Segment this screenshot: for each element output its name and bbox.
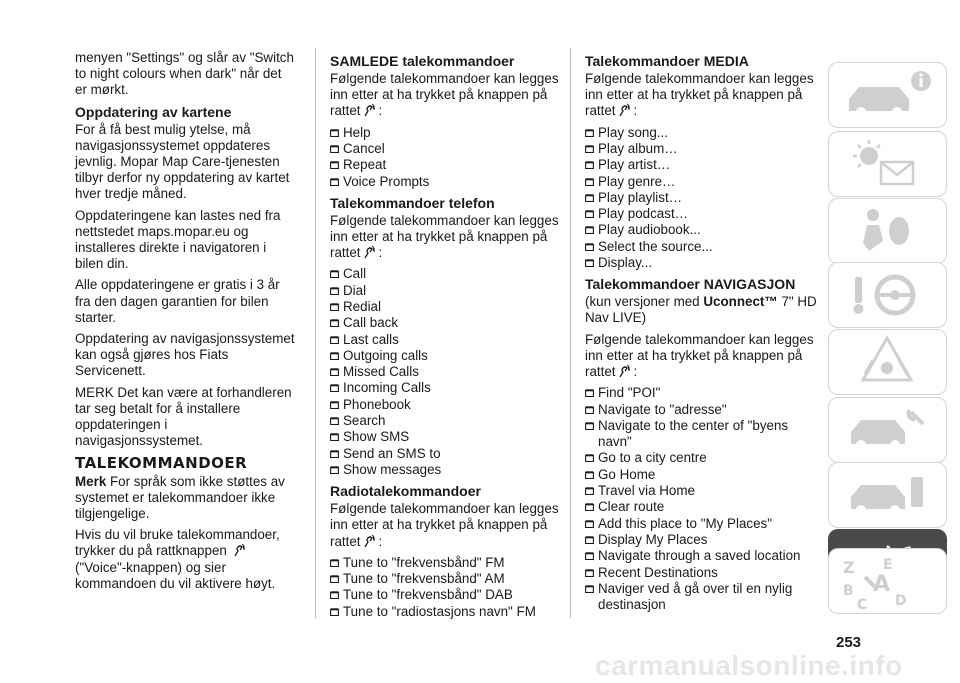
voice-button-icon: [363, 103, 377, 117]
column-divider: [315, 48, 316, 618]
command-item: [585, 450, 825, 466]
command-item: [585, 141, 825, 157]
sun-envelope-icon: [829, 132, 946, 196]
voice-button-icon: [363, 534, 377, 548]
bullet-box-icon: [585, 129, 594, 137]
bullet-box-icon: [585, 406, 594, 414]
navigation-commands-list: [585, 385, 825, 613]
command-text: Voice Prompts: [343, 173, 430, 189]
note-label: Merk: [75, 473, 107, 489]
command-item: [585, 190, 825, 206]
command-text: Play song...: [598, 124, 668, 140]
map-update-paragraph: MERK Det kan være at forhandleren tar seg betalt for å installere oppdateringen i navigasjonssystemet.: [75, 384, 292, 449]
command-item: [585, 516, 825, 532]
bullet-box-icon: [330, 417, 339, 425]
command-text: Recent Destinations: [598, 564, 718, 580]
bullet-box-icon: [330, 575, 339, 583]
command-text: Display My Places: [598, 531, 708, 547]
side-tab-car-info[interactable]: [828, 62, 947, 128]
car-specs-icon: [829, 463, 946, 527]
command-item: [330, 380, 560, 396]
side-tab-technical-data[interactable]: [828, 462, 947, 528]
bullet-box-icon: [585, 471, 594, 479]
bullet-box-icon: [330, 145, 339, 153]
bullet-box-icon: [330, 559, 339, 567]
svg-text:E: E: [883, 557, 893, 573]
command-item: [585, 565, 825, 581]
command-text: Tune to "radiostasjons navn" FM: [343, 603, 536, 619]
command-text: Play genre…: [598, 173, 676, 189]
svg-text:A: A: [873, 572, 891, 597]
bullet-box-icon: [330, 450, 339, 458]
command-text: Navigate to the center of "byens navn": [598, 417, 789, 450]
column-divider: [570, 48, 571, 618]
command-text: Outgoing calls: [343, 347, 428, 363]
command-item: [330, 604, 560, 620]
voice-button-icon: [618, 364, 632, 378]
intro-text: Følgende talekommandoer kan legges inn etter at ha trykket på knappen på rattet: [585, 71, 814, 119]
bullet-box-icon: [585, 552, 594, 560]
command-item: [585, 174, 825, 190]
phone-commands-intro: Følgende talekommandoer kan legges inn etter at ha trykket på knappen på rattet :: [330, 212, 559, 261]
command-item: [585, 548, 825, 564]
bullet-box-icon: [585, 259, 594, 267]
svg-text:B: B: [843, 583, 854, 599]
command-item: [585, 483, 825, 499]
command-text: Go to a city centre: [598, 450, 707, 466]
command-item: [330, 446, 560, 462]
bullet-box-icon: [330, 384, 339, 392]
watermark: carmanualsonline.info: [595, 650, 903, 681]
command-item: [330, 299, 560, 315]
side-tab-safety[interactable]: [828, 198, 947, 264]
bullet-box-icon: [585, 243, 594, 251]
media-commands-intro: Følgende talekommandoer kan legges inn etter at ha trykket på knappen på rattet :: [585, 71, 814, 119]
side-tab-lights-messages[interactable]: [828, 131, 947, 197]
navigation-version-note: [585, 294, 825, 326]
command-text: Add this place to "My Places": [598, 515, 772, 531]
map-update-paragraph: Alle oppdateringene er gratis i 3 år fra den dagen garantien for bilen starter.: [75, 277, 280, 325]
command-item: [330, 125, 560, 141]
command-text: Cancel: [343, 140, 385, 156]
command-item: [330, 429, 560, 445]
command-item: [585, 581, 825, 614]
usage-paragraph: [75, 527, 295, 592]
voice-button-icon: [233, 543, 247, 557]
general-commands-heading: SAMLEDE talekommandoer: [330, 53, 515, 69]
command-text: Play audiobook...: [598, 222, 701, 238]
command-text: Show SMS: [343, 429, 410, 445]
command-text: Navigate through a saved location: [598, 548, 801, 564]
command-text: Last calls: [343, 331, 399, 347]
command-text: Play podcast…: [598, 206, 689, 222]
bullet-box-icon: [330, 591, 339, 599]
version-text: 7" HD Nav LIVE): [585, 294, 817, 326]
command-text: Tune to "frekvensbånd" DAB: [343, 587, 513, 603]
bullet-box-icon: [585, 210, 594, 218]
command-text: Naviger ved å gå over til en nylig destinasjon: [598, 580, 793, 613]
bullet-box-icon: [330, 401, 339, 409]
general-commands-list: [330, 125, 560, 190]
bullet-box-icon: [585, 569, 594, 577]
right-column: [585, 50, 825, 617]
command-text: Travel via Home: [598, 483, 695, 499]
command-item: [330, 364, 560, 380]
bullet-box-icon: [585, 145, 594, 153]
warning-triangle-icon: [829, 330, 946, 394]
bullet-box-icon: [585, 161, 594, 169]
navigation-commands-heading: Talekommandoer NAVIGASJON: [585, 276, 796, 293]
command-item: [585, 532, 825, 548]
version-text: (kun versjoner med: [585, 294, 704, 310]
bullet-box-icon: [585, 178, 594, 186]
command-item: [330, 266, 560, 282]
radio-commands-heading: Radiotalekommandoer: [330, 483, 481, 500]
usage-text: ("Voice"-knappen) og sier kommandoen du vil aktivere høyt.: [75, 559, 276, 591]
bullet-box-icon: [585, 585, 594, 593]
note-text: For språk som ikke støttes av systemet er talekommandoer ikke tilgjengelige.: [75, 473, 285, 522]
navigation-commands-intro: Følgende talekommandoer kan legges inn etter at ha trykket på knappen på rattet :: [585, 331, 814, 380]
command-text: Navigate to "adresse": [598, 401, 727, 417]
command-item: [330, 587, 560, 603]
command-item: [585, 385, 825, 401]
command-item: [330, 141, 560, 157]
version-product: Uconnect™: [703, 294, 778, 310]
command-text: Dial: [343, 282, 367, 298]
command-text: Call back: [343, 315, 399, 331]
command-text: Play artist…: [598, 157, 671, 173]
map-update-paragraph: Oppdateringene kan lastes ned fra nettstedet maps.mopar.eu og installeres direkte i navigatoren i bilen din.: [75, 207, 281, 272]
svg-text:D: D: [895, 593, 907, 609]
command-item: [330, 332, 560, 348]
command-item: [585, 222, 825, 238]
command-item: [585, 467, 825, 483]
bullet-box-icon: [330, 161, 339, 169]
bullet-box-icon: [330, 433, 339, 441]
bullet-box-icon: [330, 368, 339, 376]
media-commands-heading: Talekommandoer MEDIA: [585, 53, 749, 69]
bullet-box-icon: [585, 487, 594, 495]
airbag-person-icon: [829, 199, 946, 263]
command-text: Redial: [343, 299, 381, 314]
map-update-paragraph: For å få best mulig ytelse, må navigasjonssystemet oppdateres jevnlig. Mopar Map Care-tjenesten tilbyr derfor ny oppdatering av kartet hver tredje måned.: [75, 121, 290, 202]
page-number: 253: [836, 634, 862, 651]
command-text: Play playlist…: [598, 189, 683, 205]
note-paragraph: [75, 474, 295, 523]
side-tab-index[interactable]: [828, 548, 947, 614]
bullet-box-icon: [585, 520, 594, 528]
middle-column: [330, 50, 560, 624]
command-item: [585, 402, 825, 418]
voice-button-icon: [363, 245, 377, 259]
command-item: [585, 157, 825, 173]
command-item: [330, 397, 560, 413]
command-item: [330, 555, 560, 571]
command-item: [585, 125, 825, 141]
command-item: [330, 157, 560, 173]
bullet-box-icon: [330, 287, 339, 295]
command-text: Missed Calls: [343, 364, 419, 380]
usage-text: Hvis du vil bruke talekommandoer, trykker du på rattknappen: [75, 527, 280, 559]
command-text: Display...: [598, 254, 653, 270]
bullet-box-icon: [585, 536, 594, 544]
command-text: Find "POI": [598, 385, 661, 401]
command-item: [330, 315, 560, 331]
command-item: [330, 413, 560, 429]
bullet-box-icon: [330, 336, 339, 344]
command-item: [330, 283, 560, 299]
general-commands-intro: Følgende talekommandoer kan legges inn etter at ha trykket på knappen på rattet :: [330, 71, 559, 119]
bullet-box-icon: [330, 466, 339, 474]
intro-text: Følgende talekommandoer kan legges inn etter at ha trykket på knappen på rattet: [585, 331, 814, 380]
bullet-box-icon: [330, 352, 339, 360]
bullet-box-icon: [330, 608, 339, 616]
command-text: Show messages: [343, 461, 442, 477]
command-text: Select the source...: [598, 238, 713, 254]
map-update-heading: Oppdatering av kartene: [75, 103, 232, 120]
car-info-icon: [829, 63, 946, 127]
command-item: [330, 462, 560, 478]
map-update-paragraph: Oppdatering av navigasjonssystemet kan også gjøres hos Fiats Servicenett.: [75, 331, 295, 379]
command-text: Clear route: [598, 499, 665, 515]
intro-text: Følgende talekommandoer kan legges inn etter at ha trykket på knappen på rattet: [330, 71, 559, 119]
command-text: Tune to "frekvensbånd" AM: [343, 571, 505, 587]
command-text: Search: [343, 413, 386, 429]
intro-text: Følgende talekommandoer kan legges inn etter at ha trykket på knappen på rattet: [330, 501, 559, 549]
bullet-box-icon: [585, 454, 594, 462]
voice-button-icon: [618, 103, 632, 117]
car-wrench-icon: [829, 398, 946, 462]
bullet-box-icon: [330, 178, 339, 186]
bullet-box-icon: [585, 422, 594, 430]
radio-commands-list: [330, 555, 560, 620]
key-steering-icon: [829, 263, 946, 327]
command-item: [585, 239, 825, 255]
command-text: Tune to "frekvensbånd" FM: [343, 554, 505, 570]
side-tab-maintenance[interactable]: [828, 397, 947, 463]
left-column: [75, 50, 295, 597]
command-text: Call: [343, 266, 367, 282]
command-item: [585, 418, 825, 451]
bullet-box-icon: [585, 194, 594, 202]
command-item: [585, 206, 825, 222]
command-text: Phonebook: [343, 396, 411, 412]
section-heading: TALEKOMMANDOER: [75, 454, 248, 473]
bullet-box-icon: [585, 389, 594, 397]
media-commands-list: [585, 125, 825, 272]
bullet-box-icon: [585, 503, 594, 511]
svg-text:C: C: [857, 597, 868, 613]
intro-text: Følgende talekommandoer kan legges inn etter at ha trykket på knappen på rattet: [330, 212, 559, 261]
command-item: [585, 499, 825, 515]
command-text: Go Home: [598, 466, 656, 482]
radio-commands-intro: Følgende talekommandoer kan legges inn etter at ha trykket på knappen på rattet :: [330, 501, 559, 549]
bullet-box-icon: [330, 319, 339, 327]
svg-text:Z: Z: [843, 558, 855, 577]
bullet-box-icon: [330, 270, 339, 278]
phone-commands-list: [330, 266, 560, 478]
alphabet-index-icon: [829, 549, 946, 613]
command-text: Send an SMS to: [343, 445, 441, 461]
command-text: Play album…: [598, 140, 678, 156]
side-tab-emergency[interactable]: [828, 329, 947, 395]
bullet-box-icon: [330, 129, 339, 137]
command-text: Incoming Calls: [343, 380, 431, 396]
bullet-box-icon: [585, 226, 594, 234]
command-text: Repeat: [343, 157, 387, 173]
phone-commands-heading: Talekommandoer telefon: [330, 194, 495, 211]
command-item: [330, 348, 560, 364]
command-item: [585, 255, 825, 271]
intro-text: menyen "Settings" og slår av "Switch to night colours when dark" når det er mørkt.: [75, 50, 294, 98]
command-item: [330, 174, 560, 190]
command-text: Help: [343, 124, 371, 140]
command-item: [330, 571, 560, 587]
bullet-box-icon: [330, 303, 339, 311]
side-tab-driving[interactable]: [828, 262, 947, 328]
